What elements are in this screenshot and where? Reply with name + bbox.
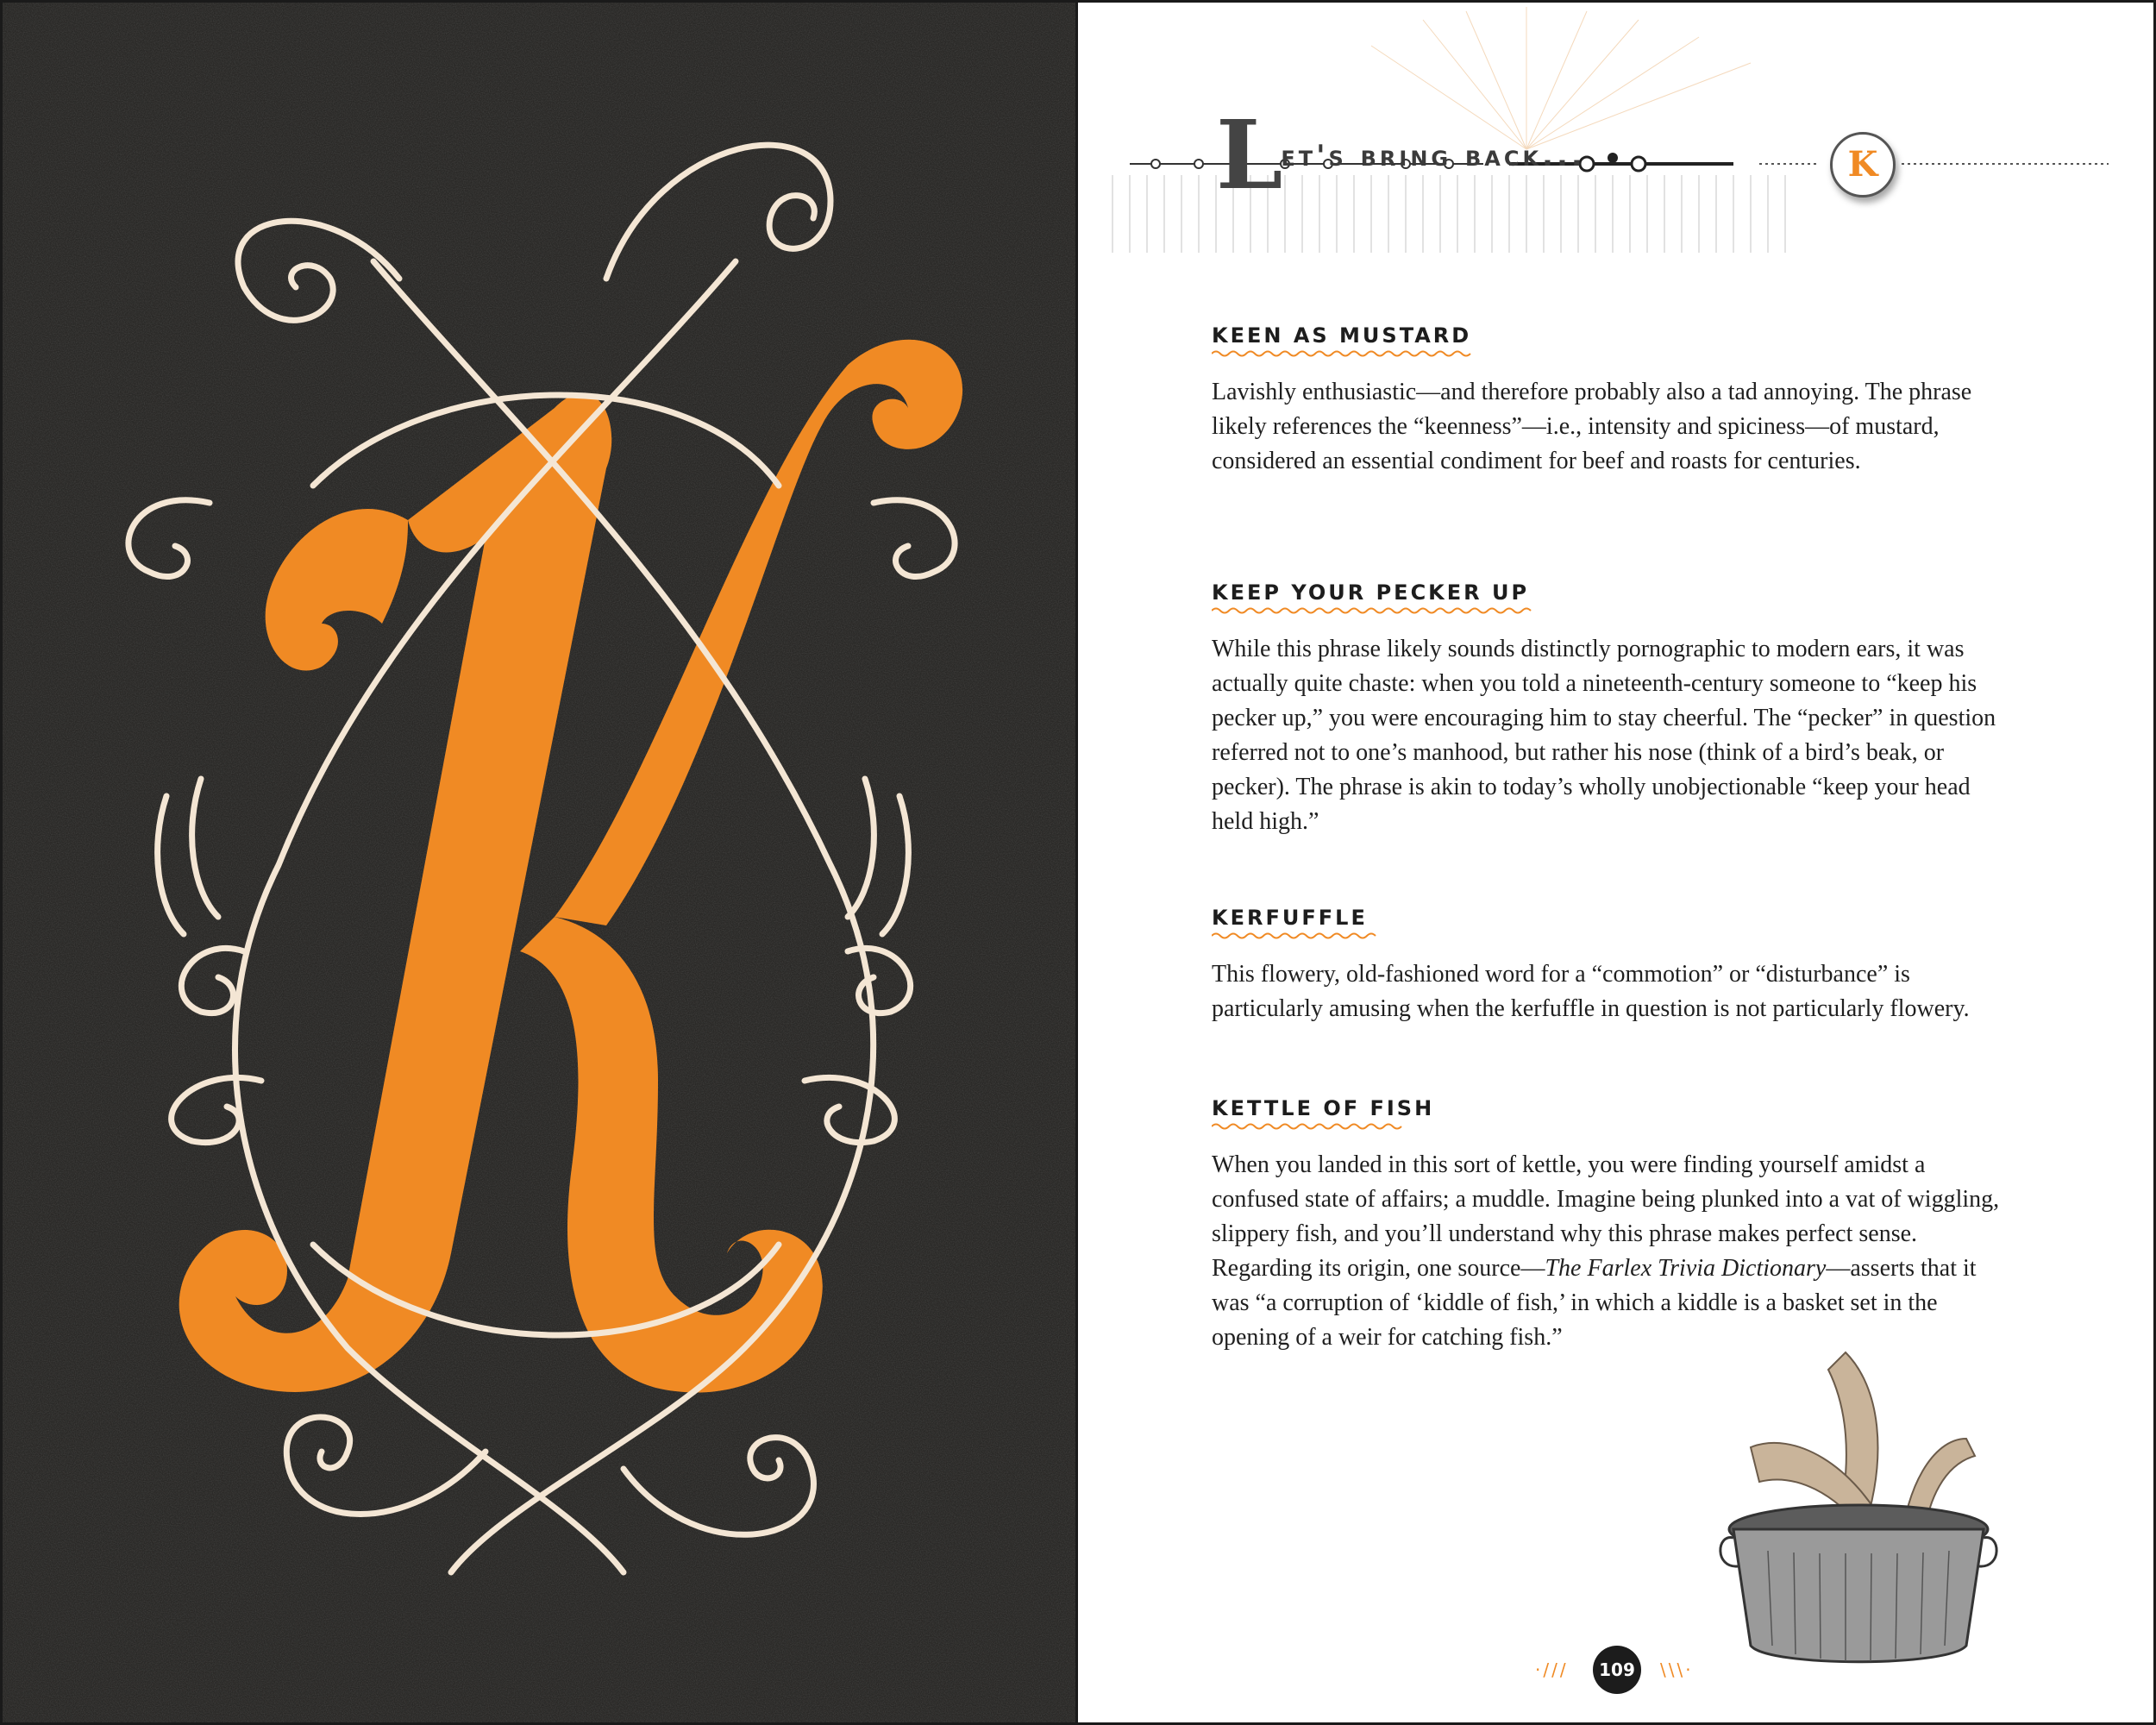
text-page: [1078, 0, 2156, 1725]
entry-keep-your-pecker-up: [1212, 580, 2005, 839]
entry-kettle-of-fish: [1212, 1096, 2005, 1355]
entry-body: This flowery, old-fashioned word for a “commotion” or “disturbance” is particularly amusing when the kerfuffle in question is not particularly flowery.: [1212, 961, 1970, 1022]
header-title-rest: et's bring back...: [1281, 139, 1586, 173]
decorative-letter-k-art: [3, 3, 1078, 1725]
entry-kerfuffle: [1212, 906, 2005, 1026]
entry-keen-as-mustard: [1212, 323, 2005, 479]
page-header: [1078, 3, 2156, 287]
footer-ornament-right: \\\·: [1660, 1659, 1694, 1680]
entry-body: [1212, 1148, 2005, 1355]
entry-title: KEEP YOUR PECKER UP: [1212, 580, 1530, 605]
entry-title: KERFUFFLE: [1212, 906, 1368, 930]
title-underline-squiggle: [1212, 606, 1539, 615]
footer-ornament-left: ·///: [1535, 1659, 1569, 1680]
entry-body-source: The Farlex Trivia Dictionary: [1545, 1255, 1827, 1282]
entry-title: KETTLE OF FISH: [1212, 1096, 1435, 1120]
header-title-initial: L: [1216, 99, 1287, 210]
section-letter-badge: K: [1830, 132, 1896, 198]
title-underline-squiggle: [1212, 932, 1384, 940]
entry-body-part: —asserts that it was “a corruption of ‘kiddle of fish,’ in which a kiddle is a basket set in the opening of a weir for catching fish.”: [1212, 1255, 1977, 1351]
entry-body-part: When you landed in this sort of kettle, you were finding yourself amidst a confused state of affairs; a muddle. Imagine being plunked into a vat of wiggling, slippery fish, and you’ll understand why this phrase makes perfect sense. Regarding its origin, one source—: [1212, 1151, 2000, 1282]
title-underline-squiggle: [1212, 349, 1475, 358]
header-title: [1216, 99, 1586, 210]
page-footer: [1078, 1646, 2156, 1697]
entry-title: KEEN AS MUSTARD: [1212, 323, 1472, 348]
entry-body: Lavishly enthusiastic—and therefore probably also a tad annoying. The phrase likely references the “keenness”—i.e., intensity and spiciness—of mustard, considered an essential condiment for beef and roasts for centuries.: [1212, 379, 1972, 474]
entry-body: While this phrase likely sounds distinctly pornographic to modern ears, it was actually quite chaste: when you told a nineteenth-century someone to “keep his pecker up,” you were encouraging him to stay cheerful. The “pecker” in question referred not to one’s manhood, but rather his nose (think of a bird’s beak, or pecker). The phrase is akin to today’s wholly unobjectionable “keep your head held high.”: [1212, 636, 1996, 835]
page-number: 109: [1593, 1646, 1641, 1694]
kettle-of-fish-icon: [1716, 1335, 2001, 1680]
title-underline-squiggle: [1212, 1122, 1410, 1131]
